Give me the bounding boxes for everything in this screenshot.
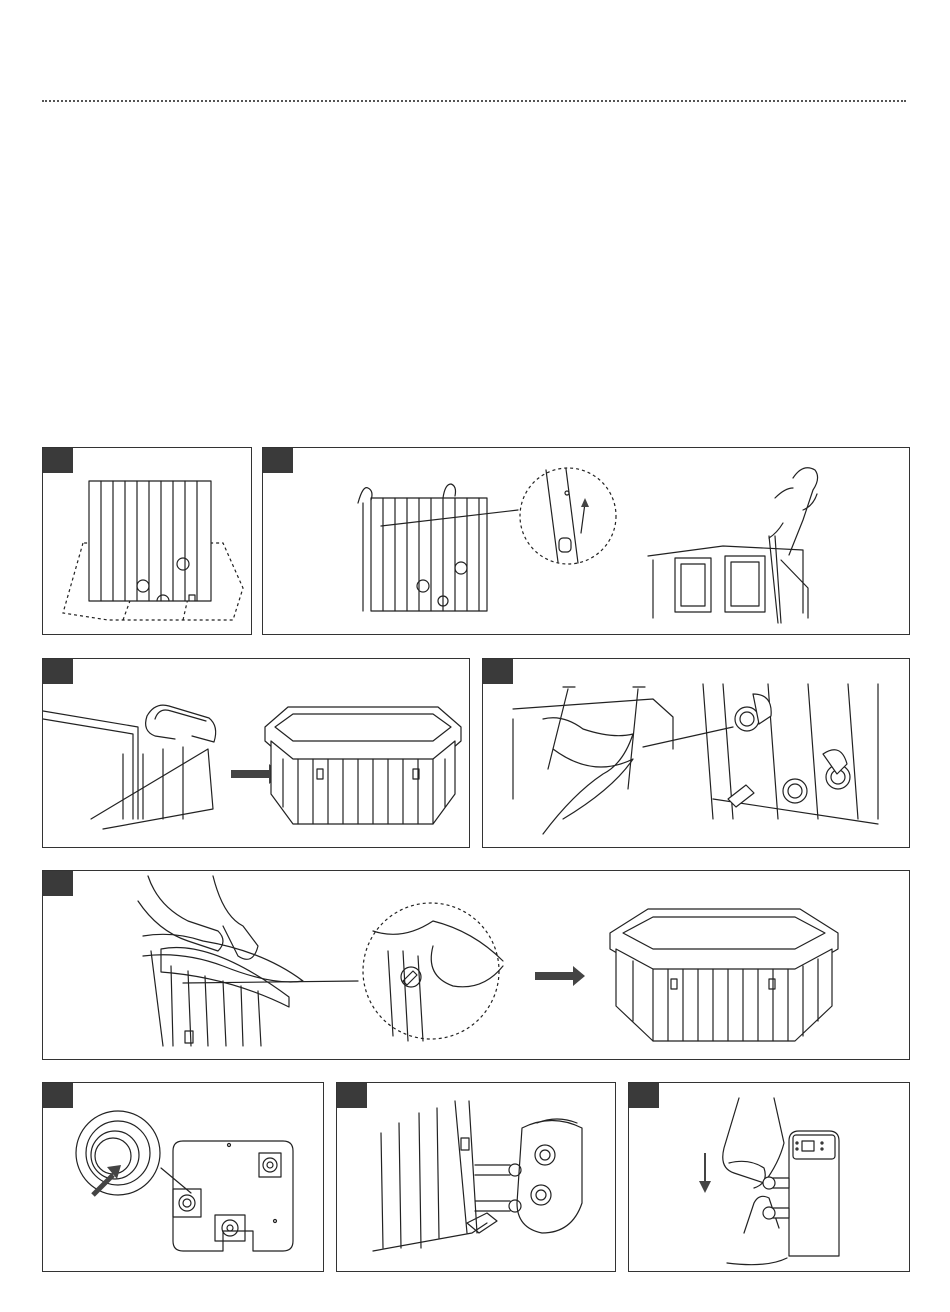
- step-8-panel: [628, 1082, 910, 1272]
- arrow-down-icon: [699, 1181, 711, 1193]
- step-4-illustration: [483, 659, 910, 848]
- hose-connector-icon: [728, 694, 850, 807]
- magnifier-circle-icon: [363, 903, 499, 1039]
- step-2-panel: [262, 447, 910, 635]
- header-divider: [42, 100, 906, 102]
- magnifier-circle-icon: [76, 1111, 160, 1195]
- step-1-panel: [42, 447, 252, 635]
- step-5-illustration: [43, 871, 910, 1060]
- step-6-illustration: [43, 1083, 324, 1272]
- pump-unit-icon: [727, 1131, 839, 1265]
- step-4-panel: [482, 658, 910, 848]
- step-2-illustration: [263, 448, 910, 635]
- step-8-illustration: [629, 1083, 910, 1272]
- step-3-panel: [42, 658, 470, 848]
- step-5-panel: [42, 870, 910, 1060]
- step-1-illustration: [43, 448, 252, 635]
- step-6-panel: [42, 1082, 324, 1272]
- step-3-illustration: [43, 659, 470, 848]
- step-7-illustration: [337, 1083, 616, 1272]
- step-7-panel: [336, 1082, 616, 1272]
- arrow-right-icon: [535, 966, 585, 986]
